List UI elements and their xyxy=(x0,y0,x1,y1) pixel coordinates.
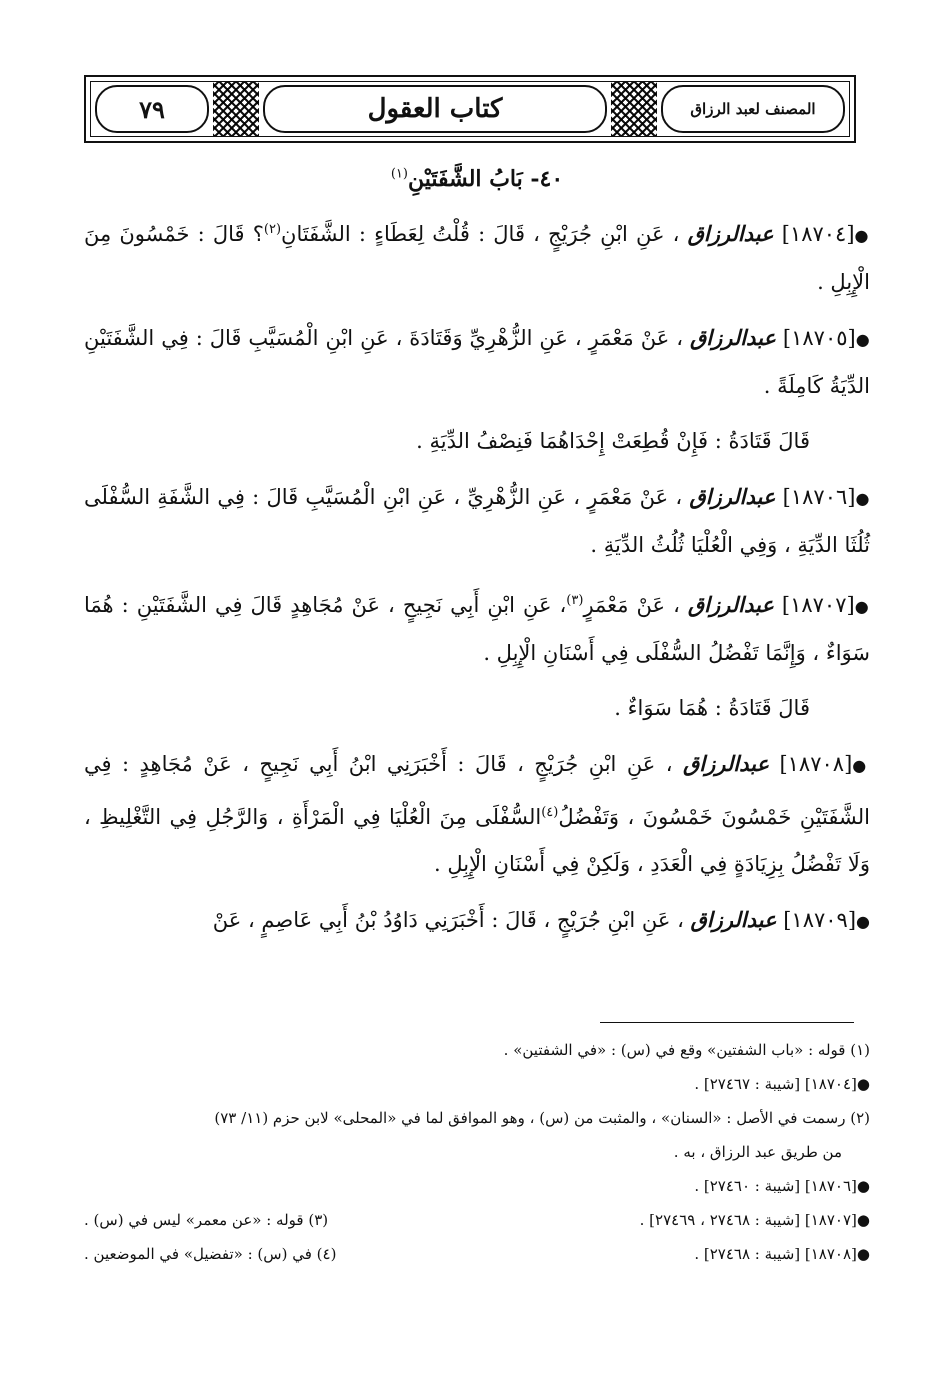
main-text xyxy=(84,160,870,953)
footnote-ref: (٢) xyxy=(263,222,282,237)
footnote-row xyxy=(84,1206,870,1234)
author-name: عبدالرزاق xyxy=(689,484,776,509)
chapter-heading xyxy=(84,166,870,192)
hadith-text: ، عَنِ ابْنِ جُرَيْجٍ ، قَالَ : أَخْبَرَنِي ابْنُ أَبِي نَجِيحٍ ، عَنْ مُجَاهِدٍ : فِي الشَّفَتَيْنِ خَمْسُونَ خَمْسُونَ ، وَتَفْضُلُ xyxy=(84,752,870,829)
author-name: عبدالرزاق xyxy=(689,325,776,350)
footnotes xyxy=(84,1036,870,1274)
hadith-number: [١٨٧٠٨] xyxy=(779,752,853,776)
footnote: (١) قوله : «باب الشفتين» وقع في (س) : «في الشفتين» . xyxy=(503,1041,870,1059)
hadith-number: [١٨٧٠٦] xyxy=(782,485,856,509)
author-name: عبدالرزاق xyxy=(690,907,777,932)
book-title: المصنف لعبد الرزاق xyxy=(690,100,816,118)
footnote-ref: (١) xyxy=(390,166,408,182)
footnote-ref: (٤) xyxy=(541,805,559,820)
hadith-number: [١٨٧٠٧] xyxy=(781,593,855,617)
chapter-title-cartouche xyxy=(263,85,607,133)
footnote-continued: من طريق عبد الرزاق ، به . xyxy=(673,1143,842,1161)
page-number: ٧٩ xyxy=(139,94,165,124)
commentary-line: قَالَ قَتَادَةُ : هُمَا سَوَاءٌ . xyxy=(614,696,810,720)
hadith-paragraph xyxy=(84,740,870,888)
hadith-text: ، عَنْ مَعْمَرٍ ، عَنِ الزُّهْرِيِّ وَقَتَادَةَ ، عَنِ ابْنِ الْمُسَيَّبِ قَالَ : فِي الشَّفَتَيْنِ الدِّيَةُ كَامِلَةً . xyxy=(84,326,870,398)
hadith-paragraph xyxy=(84,206,870,306)
hadith-text: ، عَنِ ابْنِ جُرَيْجٍ ، قَالَ : أَخْبَرَنِي دَاوُدُ بْنُ أَبِي عَاصِمٍ ، عَنْ xyxy=(212,908,684,932)
page-header xyxy=(84,75,856,143)
footnote-source: ●[١٨٧٠٤] [شيبة : ٢٧٤٦٧] . xyxy=(694,1075,870,1093)
bullet: ● xyxy=(854,597,870,616)
page-number-cartouche xyxy=(95,85,209,133)
bullet: ● xyxy=(852,756,870,775)
hadith-text: ، عَنْ مَعْمَرٍ xyxy=(583,593,680,617)
hadith-text-cont: ؟ قَالَ : خَمْسُونَ مِنَ الْإِبِلِ . xyxy=(84,222,870,294)
footnote-row xyxy=(84,1240,870,1268)
header-frame xyxy=(90,81,850,137)
ornament-pattern xyxy=(213,82,259,136)
bullet: ● xyxy=(855,330,870,349)
bullet: ● xyxy=(855,489,870,508)
author-name: عبدالرزاق xyxy=(687,221,774,246)
footnote-source: ●[١٨٧٠٨] [شيبة : ٢٧٤٦٨] . xyxy=(694,1245,870,1263)
running-title: كتاب العقول xyxy=(367,94,503,124)
footnote-source: ●[١٨٧٠٧] [شيبة : ٢٧٤٦٨ ، ٢٧٤٦٩] . xyxy=(639,1211,870,1229)
book-title-cartouche xyxy=(661,85,845,133)
hadith-paragraph xyxy=(84,577,870,677)
commentary-line: قَالَ قَتَادَةُ : فَإِنْ قُطِعَتْ إِحْدَاهُمَا فَنِصْفُ الدِّيَةِ . xyxy=(416,429,810,453)
hadith-text-cont: ، عَنِ ابْنِ أَبِي نَجِيحٍ ، عَنْ مُجَاهِدٍ قَالَ فِي الشَّفَتَيْنِ : هُمَا سَوَاءٌ ، وَإِنَّمَا تَفْضُلُ السُّفْلَى فِي أَسْنَانِ الْإِبِلِ . xyxy=(84,593,870,665)
bullet: ● xyxy=(856,912,870,931)
hadith-number: [١٨٧٠٤] xyxy=(781,222,855,246)
footnote-ref: (٣) xyxy=(566,593,584,608)
author-name: عبدالرزاق xyxy=(683,751,769,776)
author-name: عبدالرزاق xyxy=(687,592,774,617)
hadith-paragraph xyxy=(84,314,870,410)
hadith-text-cont: السُّفْلَى مِنَ الْعُلْيَا فِي الْمَرْأَةِ ، وَالرَّجُلِ فِي التَّغْلِيظِ ، وَلَا تَفْضُلُ بِزِيَادَةٍ فِي الْعَدَدِ ، وَلَكِنْ فِي أَسْنَانِ الْإِبِلِ . xyxy=(84,805,870,876)
footnote-source: ●[١٨٧٠٦] [شيبة : ٢٧٤٦٠] . xyxy=(694,1177,870,1195)
hadith-number: [١٨٧٠٩] xyxy=(783,908,857,932)
footnote: (٣) قوله : «عن معمر» ليس في (س) . xyxy=(84,1211,329,1229)
hadith-paragraph xyxy=(84,896,870,945)
ornament-pattern xyxy=(611,82,657,136)
hadith-text: ، عَنْ مَعْمَرٍ ، عَنِ الزُّهْرِيِّ ، عَنِ ابْنِ الْمُسَيَّبِ قَالَ : فِي الشَّفَةِ السُّفْلَى ثُلُثَا الدِّيَةِ ، وَفِي الْعُلْيَا ثُلُثُ الدِّيَةِ . xyxy=(84,485,870,557)
chapter-title: ٤٠- بَابُ الشَّفَتَيْنِ xyxy=(407,166,564,192)
hadith-number: [١٨٧٠٥] xyxy=(782,326,856,350)
footnote: (٤) في (س) : «تفضيل» في الموضعين . xyxy=(84,1245,337,1263)
footnote: (٢) رسمت في الأصل : «السنان» ، والمثبت من (س) ، وهو الموافق لما في «المحلى» لابن حزم (١١/ ٧٣) xyxy=(214,1109,870,1127)
hadith-text: ، عَنِ ابْنِ جُرَيْجٍ ، قَالَ : قُلْتُ لِعَطَاءٍ : الشَّفَتَانِ xyxy=(281,222,680,246)
footnote-divider xyxy=(600,1022,854,1023)
bullet: ● xyxy=(854,226,870,245)
hadith-paragraph xyxy=(84,473,870,569)
